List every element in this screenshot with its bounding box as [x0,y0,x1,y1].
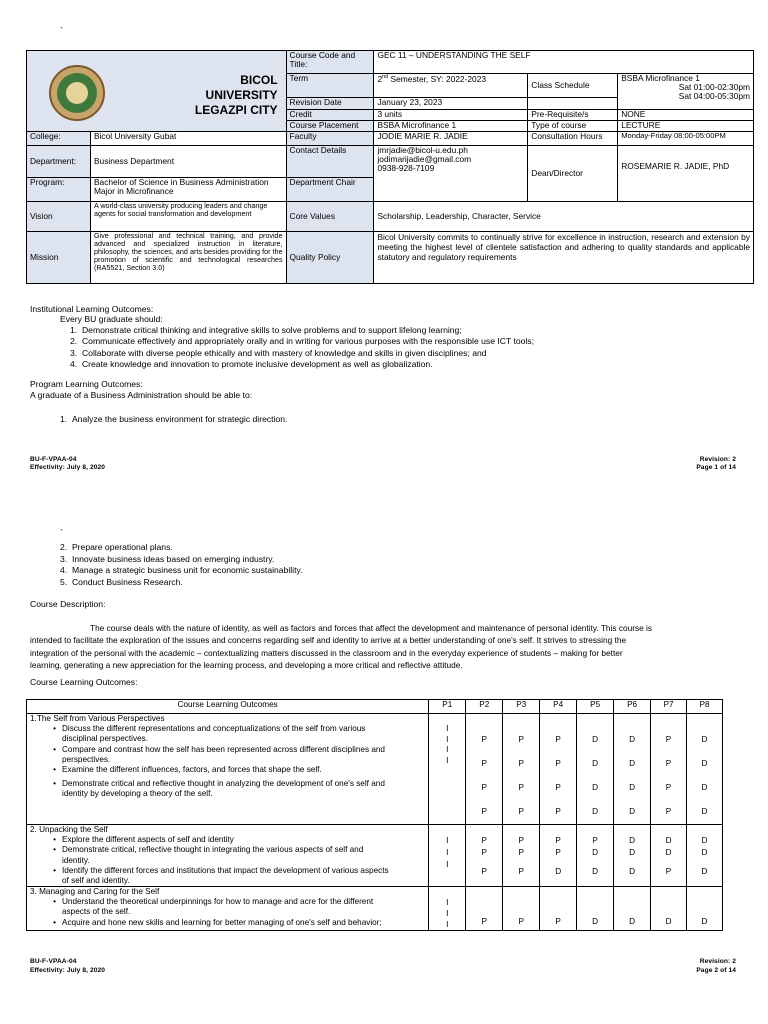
revision-date-value: January 23, 2023 [374,98,528,110]
clo-header: P3 [503,700,540,714]
course-code-value: GEC 11 – UNDERSTANDING THE SELF [374,51,754,74]
ilo-title: Institutional Learning Outcomes: [30,304,154,314]
university-seal-icon [49,65,105,121]
list-item: 1. Analyze the business environment for strategic direction. [60,414,288,424]
footer-form-code: BU-F-VPAA-04 [30,456,77,463]
placement-value: BSBA Microfinance 1 [374,121,528,132]
list-item: 4. Manage a strategic business unit for economic sustainability. [60,565,303,576]
plo-list-continued [60,542,303,588]
list-item: 3. Collaborate with diverse people ethically and with mastery of knowledge and skills in given disciplines; and [70,347,487,358]
course-description-title: Course Description: [30,599,106,609]
program-value: Bachelor of Science in Business Administration Major in Microfinance [90,178,286,202]
clo-cell: P [540,887,577,931]
footer-effectivity: Effectivity: July 8, 2020 [30,464,106,471]
course-code-label: Course Code and Title: [286,51,374,74]
clo-table [26,699,723,931]
core-values-value: Scholarship, Leadership, Character, Service [374,202,754,232]
course-description: The course deals with the nature of identity, as well as factors and forces that affect the development and maintenance of personal identity. This course is intended to facilitate the exploration of the issues and concerns regarding self and identity to arrive at a better understanding of one's self. It strives to stressing the integration of the personal with the academic – contextualizing matters discussed in the classroom and in the everyday experience of students – making for better learning, generating a new appreciation for the learning process, and developing a more critical and reflective attitude. [30,623,653,671]
clo-cell: I I I [429,825,466,887]
clo-cell: D D D D [577,714,614,825]
table-row [27,825,723,887]
contact-value: jmrjadie@bicol-u.edu.ph jodimarijadie@gmail.com 0938-928-7109 [374,146,528,202]
department-label: Department: [27,146,91,178]
college-value: Bicol University Gubat [90,132,286,146]
university-block [27,51,287,132]
tick-mark: ` [60,528,63,538]
vision-value: A world-class university producing leaders and change agents for social transformation and development [90,202,286,232]
clo-cell: P P P P [503,714,540,825]
mission-label: Mission [27,232,91,284]
vision-label: Vision [27,202,91,232]
ilo-intro: Every BU graduate should: [60,314,163,324]
credit-label: Credit [286,110,374,121]
faculty-label: Faculty [286,132,374,146]
university-name-line1: BICOL [240,73,278,87]
revision-date-label: Revision Date [286,98,374,110]
clo-cell: I I I [429,887,466,931]
quality-policy-value: Bicol University commits to continually strive for excellence in instruction, research and extension by meeting the highest level of clientele satisfaction and adhering to quality standards and applicable statutory and regulatory requirements [374,232,754,284]
credit-value: 3 units [374,110,528,121]
contact-label: Contact Details [286,146,374,178]
list-item: 2. Communicate effectively and appropriately orally and in writing for various purposes with the responsible use ICT tools; [70,336,534,347]
clo-cell: D D D [687,825,723,887]
clo-cell: D D D [614,825,651,887]
clo-cell: P D D [577,825,614,887]
quality-policy-label: Quality Policy [286,232,374,284]
clo-cell: I I I I [429,714,466,825]
prereq-label: Pre-Requisite/s [528,110,618,121]
prereq-value: NONE [618,110,754,121]
list-item: 2. Prepare operational plans. [60,542,173,552]
class-schedule-value: BSBA Microfinance 1 Sat 01:00-02:30pm Sat 04:00-05:30pm [618,74,754,110]
clo-cell: P P P P [540,714,577,825]
clo-header: P7 [651,700,687,714]
clo-header: P4 [540,700,577,714]
list-item: 5. Conduct Business Research. [60,576,183,587]
clo-title: Course Learning Outcomes: [30,677,138,687]
class-schedule-label: Class Schedule [528,74,618,98]
clo-cell: D [651,887,687,931]
plo-title: Program Learning Outcomes: [30,379,143,389]
clo-cell: P [466,887,503,931]
consultation-value: Monday-Friday 08:00-05:00PM [618,132,754,146]
clo-header: P8 [687,700,723,714]
type-label: Type of course [528,121,618,132]
footer-revision: Revision: 2 [699,456,736,463]
footer-page-number: Page 1 of 14 [696,464,736,471]
list-item: 1. Demonstrate critical thinking and integrative skills to solve problems and to support lifelong learning; [70,325,462,335]
table-row [27,887,723,931]
consultation-label: Consultation Hours [528,132,618,146]
tick-mark: ` [60,26,63,36]
chair-label: Department Chair [286,178,374,202]
university-city: LEGAZPI CITY [194,103,278,117]
clo-header: P5 [577,700,614,714]
footer-effectivity: Effectivity: July 8, 2020 [30,967,106,974]
clo-cell: D [614,887,651,931]
clo-cell: D D D D [687,714,723,825]
footer-page-number: Page 2 of 14 [696,967,736,974]
clo-section: 2. Unpacking the Self • Explore the different aspects of self and identity • Demonstrate critical, reflective thought in integrating the various aspects of self and identity. • Identify the different forces and institutions that impact the development of various aspects of self and identity. [27,825,429,887]
clo-cell: P P P [466,825,503,887]
course-header-table [26,50,754,284]
term-value: 2nd Semester, SY: 2022-2023 [374,74,528,98]
college-label: College: [27,132,91,146]
dean-label: Dean/Director [528,146,618,202]
plo-intro: A graduate of a Business Administration should be able to: [30,390,253,400]
clo-cell: P P D [540,825,577,887]
clo-cell: P P P [503,825,540,887]
clo-header: Course Learning Outcomes [27,700,429,714]
core-values-label: Core Values [286,202,374,232]
clo-header: P2 [466,700,503,714]
table-row [27,714,723,825]
dean-value: ROSEMARIE R. JADIE, PhD [618,146,754,202]
clo-section: 3. Managing and Caring for the Self • Understand the theoretical underpinnings for how to manage and acre for the different aspects of the self. • Acquire and hone new skills and learning for better managing of one's self and behavior; [27,887,429,931]
clo-cell: D [577,887,614,931]
university-name-line2: UNIVERSITY [205,88,278,102]
list-item: 3. Innovate business ideas based on emerging industry. [60,553,275,564]
faculty-value: JODIE MARIE R. JADIE [374,132,528,146]
clo-cell: P [503,887,540,931]
clo-cell: D [687,887,723,931]
clo-cell: P P P P [651,714,687,825]
type-value: LECTURE [618,121,754,132]
clo-header-row [27,700,723,714]
placement-label: Course Placement [286,121,374,132]
ilo-list [70,325,534,370]
clo-cell: P P P P [466,714,503,825]
list-item: 4. Create knowledge and innovation to promote inclusive development as well as globalization. [70,358,433,369]
clo-header: P6 [614,700,651,714]
clo-section: 1.The Self from Various Perspectives • Discuss the different representations and conceptualizations of the self from various disciplinal perspectives. • Compare and contrast how the self has been represented across different disciplines and perspectives. • Examine the different influences, factors, and forces that shape the self. • Demonstrate critical and reflective thought in analyzing the development of one's self and identity by developing a theory of the self. [27,714,429,825]
clo-cell: D D P [651,825,687,887]
footer-form-code: BU-F-VPAA-04 [30,958,77,965]
department-value: Business Department [90,146,286,178]
mission-value: Give professional and technical training, and provide advanced and specialized instruction in literature, philosophy, the sciences, and arts besides providing for the promotion of scientific and technological researches (RA5521, Section 3.0) [90,232,286,284]
clo-header: P1 [429,700,466,714]
footer-revision: Revision: 2 [699,958,736,965]
clo-cell: D D D D [614,714,651,825]
term-label: Term [286,74,374,98]
program-label: Program: [27,178,91,202]
